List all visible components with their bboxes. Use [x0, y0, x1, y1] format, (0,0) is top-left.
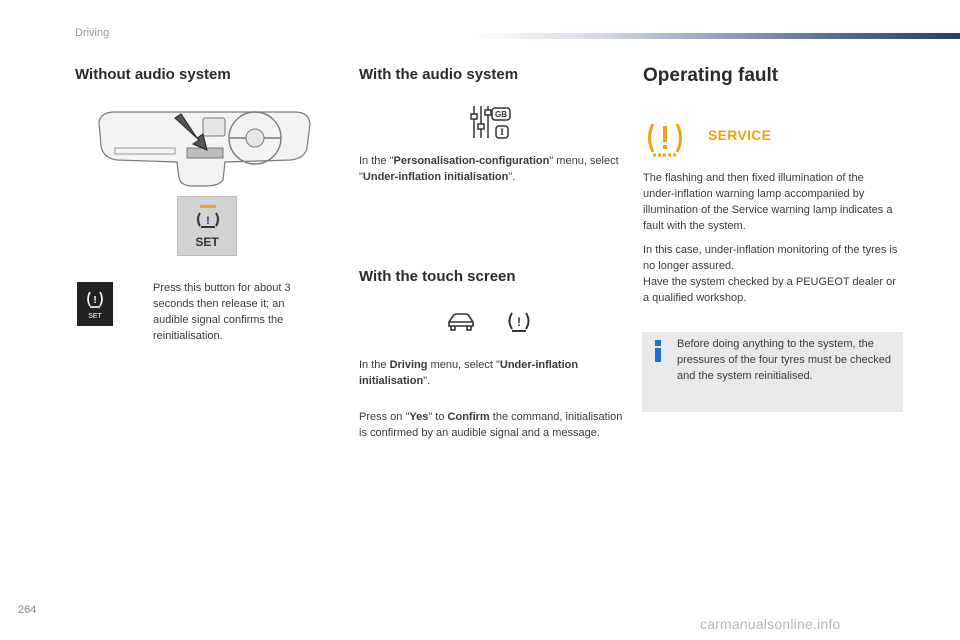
- tyre-warning-icon: [506, 309, 532, 335]
- set-label-small: SET: [88, 313, 102, 320]
- car-icon: [446, 312, 476, 334]
- dashboard-illustration: [95, 108, 315, 188]
- audio-instruction: In the "Personalisation-configuration" menu, select "Under-inflation initialisation".: [359, 155, 619, 183]
- step-text: Press this button for about 3 seconds then release it; an audible signal confirms the reinitialisation.: [153, 282, 291, 342]
- operating-fault-title: Operating fault: [643, 65, 779, 86]
- header-bar: [470, 33, 960, 39]
- svg-text:I: I: [500, 127, 504, 137]
- info-icon: [652, 340, 664, 362]
- svg-text:!: !: [517, 315, 521, 329]
- info-text: Before doing anything to the system, the pressures of the four tyres must be checked and the system reinitialised.: [677, 338, 891, 382]
- set-button-illustration: [177, 196, 237, 256]
- fault-description: The flashing and then fixed illumination of the under-inflation warning lamp accompanied by illumination of the Service warning lamp indicates a fault with the system.: [643, 172, 893, 232]
- section-label: Driving: [75, 27, 110, 39]
- service-warning-lamp: SERVICE: [708, 127, 772, 143]
- confirm-instruction: Press on "Yes" to Confirm the command, initialisation is confirmed by an audible signal and a message.: [359, 411, 623, 439]
- with-touch-title: With the touch screen: [359, 268, 516, 285]
- watermark: carmanualsonline.info: [700, 616, 841, 632]
- with-audio-title: With the audio system: [359, 66, 519, 83]
- svg-text:GB: GB: [495, 110, 507, 119]
- settings-sliders-icon: [470, 104, 514, 142]
- tyre-pressure-icon-small: [85, 288, 105, 310]
- fault-action: Have the system checked by a PEUGEOT dealer or a qualified workshop.: [643, 276, 896, 304]
- svg-text:!: !: [206, 215, 210, 227]
- set-label-big: SET: [195, 235, 219, 249]
- svg-text:!: !: [93, 295, 97, 306]
- touch-instruction: In the Driving menu, select "Under-inflation initialisation".: [359, 359, 579, 387]
- tyre-warning-lamp-icon: [644, 118, 686, 160]
- tyre-pressure-icon: [194, 205, 222, 233]
- set-button-icon: [77, 282, 113, 326]
- without-audio-title: Without audio system: [75, 66, 231, 83]
- page-number: 264: [18, 604, 37, 616]
- fault-consequence: In this case, under-inflation monitoring of the tyres is no longer assured.: [643, 244, 898, 272]
